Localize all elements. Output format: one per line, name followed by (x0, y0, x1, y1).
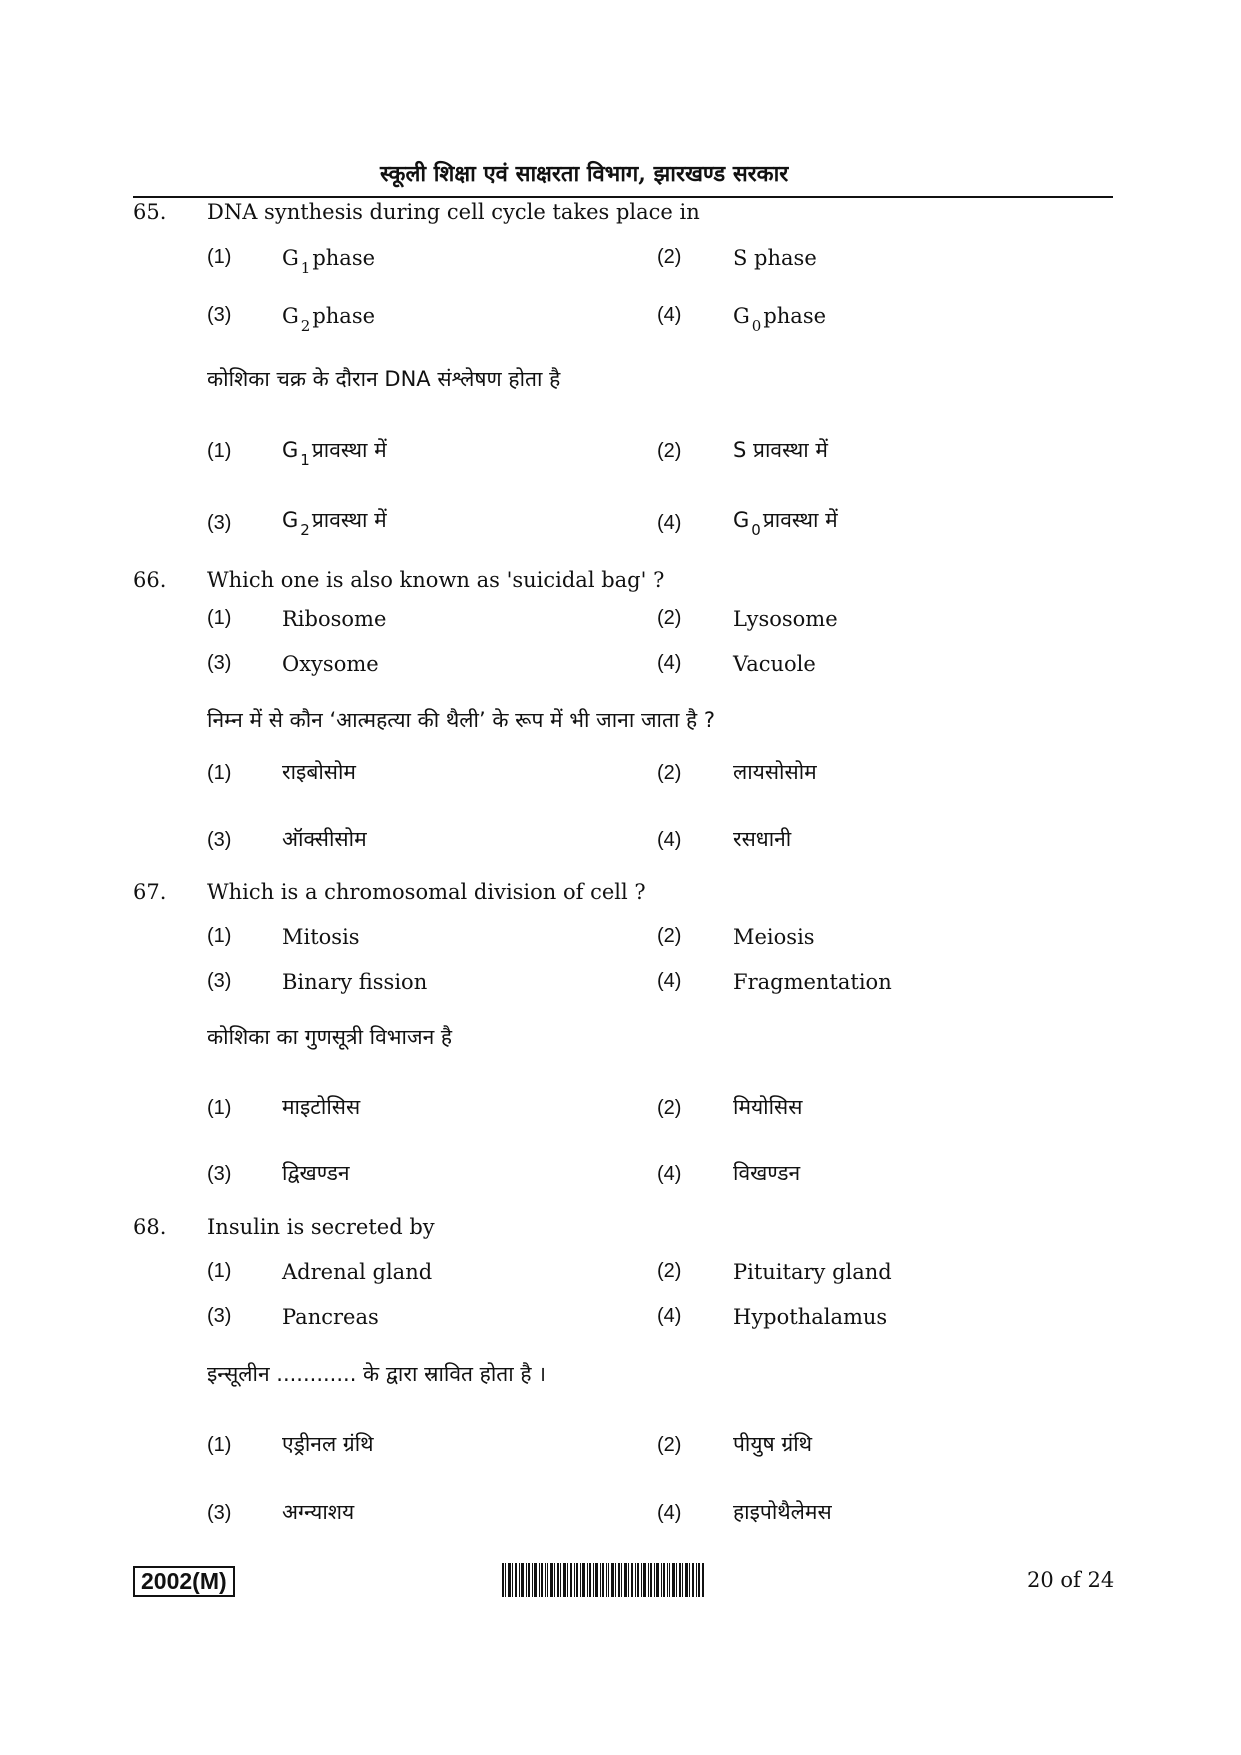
option-text: G $_0$phase (733, 304, 827, 335)
option-number: (2) (657, 246, 682, 268)
option-number: (3) (207, 829, 232, 851)
option-number: (3) (207, 1163, 232, 1185)
option-number: (2) (657, 762, 682, 784)
option-text: विखण्डन (733, 1161, 801, 1185)
option-text: Ribosome (282, 607, 387, 631)
option-number: (2) (657, 1097, 682, 1119)
option-text: माइटोसिस (282, 1095, 361, 1119)
option-number: (2) (657, 925, 682, 947)
page-header-title: स्कूली शिक्षा एवं साक्षरता विभाग, झारखण्ड सरकार (380, 161, 789, 187)
option-text: राइबोसोम (282, 760, 356, 784)
option-text: Vacuole (733, 652, 816, 676)
option-text: हाइपोथैलेमस (733, 1500, 832, 1524)
option-text: Meiosis (733, 925, 815, 949)
option-number: (4) (657, 1163, 682, 1185)
option-number: (1) (207, 607, 232, 629)
option-text: ऑक्सीसोम (282, 827, 367, 851)
question-text-hi: कोशिका का गुणसूत्री विभाजन है (207, 1025, 453, 1049)
option-number: (3) (207, 512, 232, 534)
option-text: मियोसिस (733, 1095, 803, 1119)
question-text-en: Insulin is secreted by (207, 1215, 435, 1239)
option-number: (3) (207, 1502, 232, 1524)
option-number: (3) (207, 1305, 232, 1327)
option-number: (3) (207, 304, 232, 326)
option-text: Oxysome (282, 652, 379, 676)
option-text: S प्रावस्था में (733, 438, 828, 462)
question-text-hi: कोशिका चक्र के दौरान DNA संश्लेषण होता है (207, 367, 561, 391)
option-text: रसधानी (733, 827, 792, 851)
option-text: G $_2$phase (282, 304, 376, 335)
barcode-icon (502, 1563, 704, 1597)
paper-code: 2002(M) (133, 1566, 235, 1597)
option-number: (2) (657, 440, 682, 462)
question-number: 65. (133, 200, 167, 224)
option-text: Adrenal gland (282, 1260, 433, 1284)
question-number: 68. (133, 1215, 167, 1239)
option-number: (2) (657, 1434, 682, 1456)
option-number: (3) (207, 652, 232, 674)
option-text: Pancreas (282, 1305, 379, 1329)
option-number: (1) (207, 1434, 232, 1456)
option-number: (4) (657, 1305, 682, 1327)
option-text: द्विखण्डन (282, 1161, 350, 1185)
question-text-en: Which one is also known as 'suicidal bag' ? (207, 568, 665, 592)
option-text: पीयुष ग्रंथि (733, 1432, 813, 1456)
page-number: 20 of 24 (1027, 1568, 1115, 1592)
option-number: (2) (657, 1260, 682, 1282)
option-number: (4) (657, 829, 682, 851)
option-text: S phase (733, 246, 817, 270)
option-text: G $_2$प्रावस्था में (282, 508, 387, 539)
header-rule (133, 196, 1113, 198)
option-number: (4) (657, 652, 682, 674)
option-number: (1) (207, 1260, 232, 1282)
option-number: (4) (657, 1502, 682, 1524)
option-text: G $_1$phase (282, 246, 376, 277)
option-text: एड्रीनल ग्रंथि (282, 1432, 374, 1456)
option-number: (2) (657, 607, 682, 629)
option-text: Binary fission (282, 970, 428, 994)
option-number: (1) (207, 925, 232, 947)
question-text-hi: निम्न में से कौन ‘आत्महत्या की थैली’ के रूप में भी जाना जाता है ? (207, 708, 716, 732)
question-number: 67. (133, 880, 167, 904)
option-number: (4) (657, 304, 682, 326)
option-text: Mitosis (282, 925, 360, 949)
option-text: Hypothalamus (733, 1305, 888, 1329)
option-number: (3) (207, 970, 232, 992)
option-text: लायसोसोम (733, 760, 817, 784)
option-text: Fragmentation (733, 970, 892, 994)
option-number: (1) (207, 762, 232, 784)
option-number: (1) (207, 246, 232, 268)
option-text: G $_0$प्रावस्था में (733, 508, 838, 539)
question-number: 66. (133, 568, 167, 592)
option-number: (1) (207, 1097, 232, 1119)
option-text: G $_1$प्रावस्था में (282, 438, 387, 469)
question-text-en: Which is a chromosomal division of cell ? (207, 880, 646, 904)
question-text-hi: इन्सूलीन ............ के द्वारा स्रावित होता है । (207, 1362, 547, 1386)
option-text: अग्न्याशय (282, 1500, 355, 1524)
question-text-en: DNA synthesis during cell cycle takes place in (207, 200, 700, 224)
option-number: (4) (657, 512, 682, 534)
option-number: (4) (657, 970, 682, 992)
option-text: Pituitary gland (733, 1260, 892, 1284)
option-text: Lysosome (733, 607, 838, 631)
option-number: (1) (207, 440, 232, 462)
